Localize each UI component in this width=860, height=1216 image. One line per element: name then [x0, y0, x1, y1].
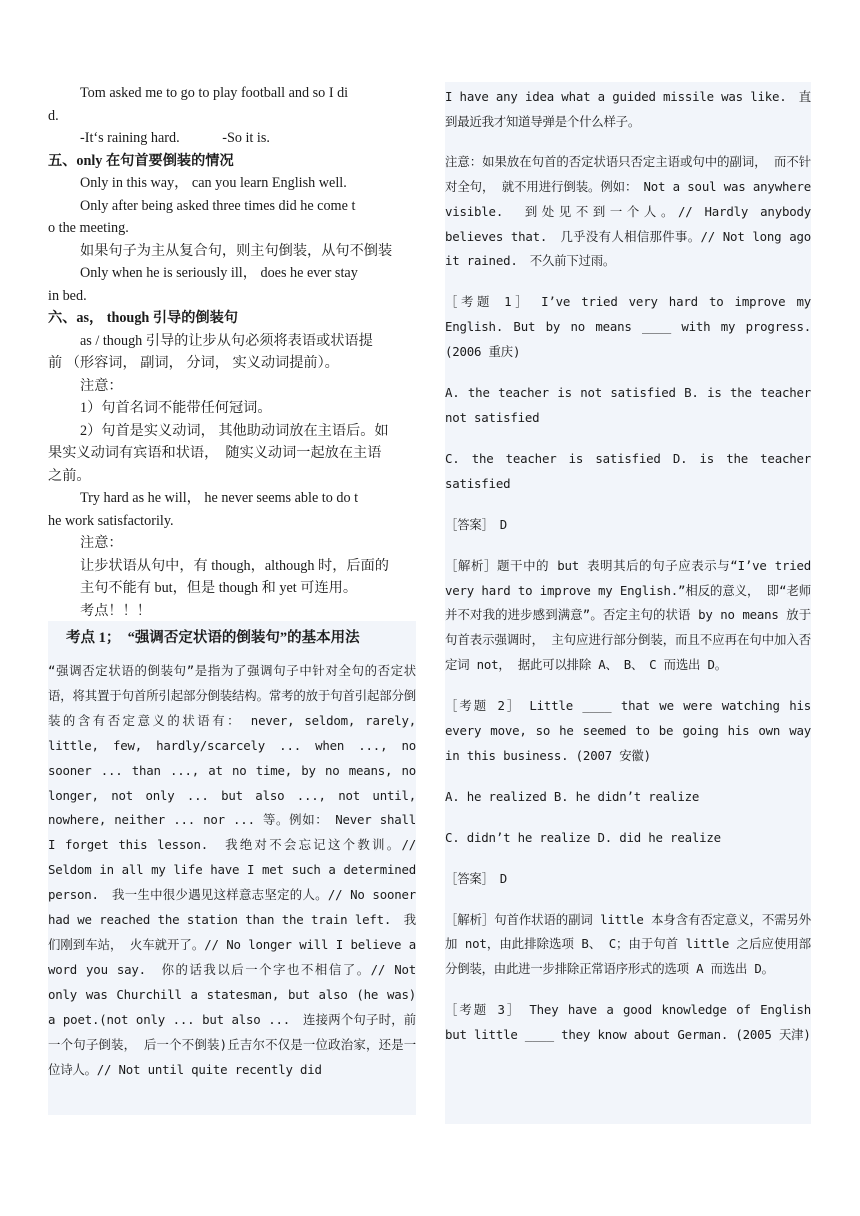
- question-1: ［考题 1］ I’ve tried very hard to improve my English. But by no means ____ with my progress. (2006 重庆): [445, 294, 811, 360]
- kaodian-box: [48, 621, 416, 1115]
- text-line: 如果句子为主从复合句，则主句倒装，从句不倒装: [80, 242, 393, 259]
- section-heading-only: 五、only 在句首要倒装的情况: [48, 152, 234, 169]
- text-line: as / though 引导的让步从句必须将表语或状语提: [80, 332, 373, 349]
- options-ab: A. the teacher is not satisfied B. is the teacher not satisfied: [445, 385, 811, 425]
- text-line: 让步状语从句中，有 though，although 时，后面的: [80, 557, 389, 574]
- question-2: ［考题 2］ Little ____ that we were watching his every move, so he seemed to be going his own way in this business. (2007 安徽): [445, 698, 811, 763]
- paragraph-continued: I have any idea what a guided missile was like. 直到最近我才知道导弹是个什么样子。: [445, 89, 811, 129]
- analysis-1: ［解析］题干中的 but 表明其后的句子应表示与“I’ve tried very hard to improve my English.”相反的意义， 即“老师并不对我的进步感到满意”。否定主句的状语 by no means 放于句首表示强调时， 主句应进行部分倒装，而且不应再在句中加入否定词 not， 据此可以排除 A、 B、 C 而选出 D。: [445, 557, 811, 673]
- text-line: 注意：: [80, 377, 123, 394]
- text-line: Only when he is seriously ill， does he ever stay: [80, 265, 358, 281]
- kaodian-title: 考点 1； “强调否定状语的倒装句”的基本用法: [66, 630, 360, 646]
- text-line: 考点！！！: [80, 602, 151, 619]
- note-paragraph: 注意：如果放在句首的否定状语只否定主语或句中的副词， 而不针对全句， 就不用进行倒装。例如： Not a soul was anywhere visible. 到处见不到一个人。// Hardly anybody believes that. 几乎没有人相信那件事。// Not long ago it rained. 不久前下过雨。: [445, 153, 811, 269]
- text-line: 果实义动词有宾语和状语， 随实义动词一起放在主语: [48, 445, 382, 461]
- answer-1: ［答案］ D: [445, 516, 508, 532]
- text-line: o the meeting.: [48, 220, 129, 236]
- text-line: in bed.: [48, 287, 87, 304]
- text-line: 之前。: [48, 467, 91, 484]
- options-ab: A. he realized B. he didn’t realize: [445, 788, 700, 804]
- answer-2: ［答案］ D: [445, 870, 508, 886]
- kaodian-body: “强调否定状语的倒装句”是指为了强调句子中针对全句的否定状语，将其置于句首所引起部分倒装结构。常考的放于句首引起部分倒装的含有否定意义的状语有： never, seldom, rarely, little, few, hardly/scarcely ... when ..., no sooner ... than ..., at no time, by no means, no longer, not only ... but also ..., not until, nowhere, neither ... nor ... 等。例如： Never shall I forget this lesson. 我绝对不会忘记这个教训。// Seldom in all my life have I met such a determined person. 我一生中很少遇见这样意志坚定的人。// No sooner had we reached the station than the train left. 我们刚到车站， 火车就开了。// No longer will I believe a word you say. 你的话我以后一个字也不相信了。// Not only was Churchill a statesman, but also (he was) a poet.(not only ... but also ... 连接两个句子时，前一个句子倒装， 后一个不倒装)丘吉尔不仅是一位政治家，还是一位诗人。// Not until quite recently did: [48, 663, 416, 1077]
- text-line: 2）句首是实义动词， 其他助动词放在主语后。如: [80, 422, 389, 439]
- text-line: Try hard as he will， he never seems able to do t: [80, 490, 359, 506]
- left-column: [48, 82, 414, 622]
- text-line: Tom asked me to go to play football and so I di: [80, 85, 349, 101]
- question-3: ［考题 3］ They have a good knowledge of English but little ____ they know about German. (2005 天津): [445, 1002, 811, 1043]
- text-line: 1）句首名词不能带任何冠词。: [80, 400, 272, 416]
- section-heading-as-though: 六、as， though 引导的倒装句: [48, 310, 238, 326]
- text-line: d.: [48, 107, 59, 124]
- text-line: 主句不能有 but，但是 though 和 yet 可连用。: [80, 580, 358, 596]
- text-line: 注意：: [80, 535, 123, 551]
- text-line: -It‘s raining hard. -So it is.: [80, 130, 270, 146]
- text-line: Only in this way， can you learn English well.: [80, 175, 347, 191]
- analysis-2: ［解析］句首作状语的副词 little 本身含有否定意义，不需另外加 not，由此排除选项 B、 C；由于句首 little 之后应使用部分倒装，由此进一步排除正常语序形式的选项 A 而选出 D。: [445, 911, 811, 977]
- right-column: [445, 82, 811, 1124]
- text-line: he work satisfactorily.: [48, 512, 174, 529]
- options-cd: C. didn’t he realize D. did he realize: [445, 829, 721, 845]
- text-line: Only after being asked three times did he come t: [80, 197, 356, 214]
- options-cd: C. the teacher is satisfied D. is the teacher satisfied: [445, 450, 811, 491]
- text-line: 前 （形容词， 副词， 分词， 实义动词提前）。: [48, 355, 339, 371]
